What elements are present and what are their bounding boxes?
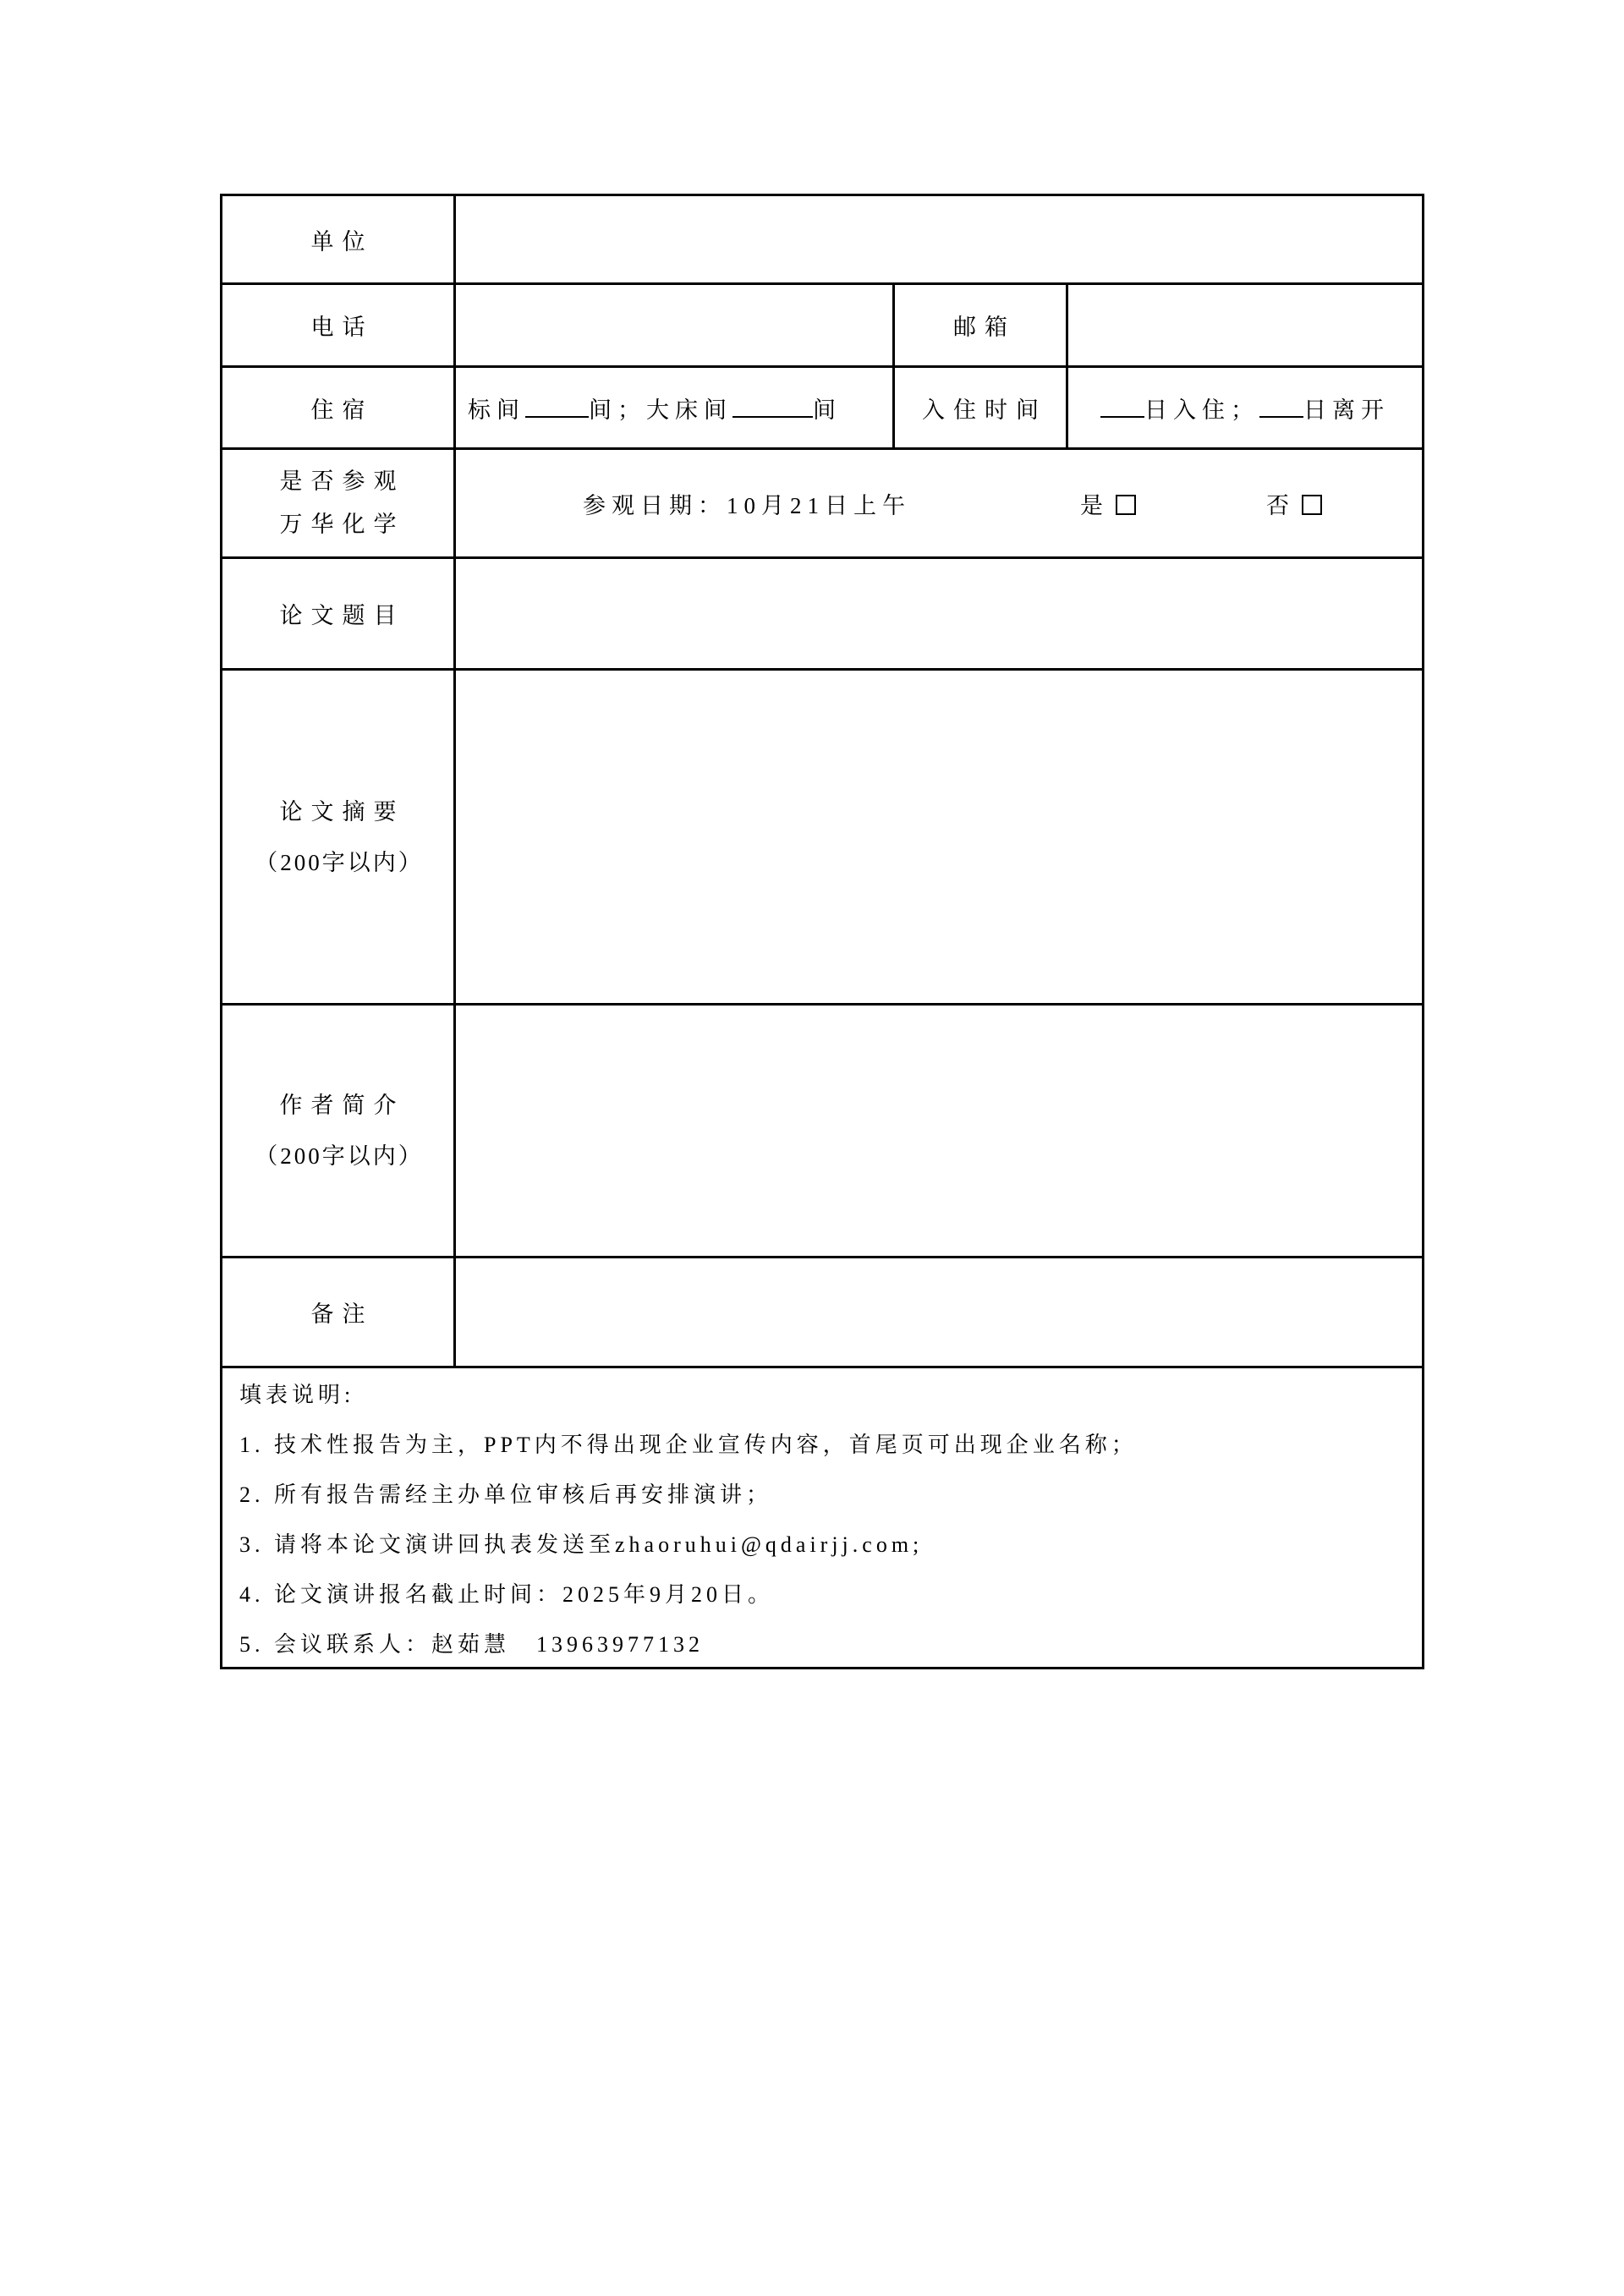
checkin-label: 入住时间 (922, 397, 1047, 423)
visit-value-cell (453, 447, 1422, 556)
phone-label: 电话 (310, 315, 374, 340)
abstract-label-line2: （200字以内） (255, 849, 424, 875)
reply-form-table (220, 194, 1424, 1669)
notes-cell (222, 1366, 1422, 1667)
phone-label-cell (222, 282, 453, 365)
abstract-label-cell (222, 668, 453, 1003)
abstract-value-cell[interactable] (453, 668, 1422, 1003)
visit-label-line2: 万华化学 (279, 512, 405, 537)
visit-options (583, 487, 1322, 520)
lodging-label: 住宿 (310, 397, 374, 423)
paper-title-label-cell (222, 556, 453, 668)
lodging-value-cell[interactable] (453, 365, 892, 447)
email-label-cell (892, 282, 1066, 365)
visit-label-line1: 是否参观 (279, 469, 405, 494)
checkin-text: 日入住； (1144, 397, 1259, 423)
lodging-label-cell (222, 365, 453, 447)
paper-title-value-cell[interactable] (453, 556, 1422, 668)
yes-checkbox[interactable] (1116, 495, 1136, 515)
remarks-label-cell (222, 1256, 453, 1366)
unit-label: 单位 (310, 228, 374, 255)
email-value-cell[interactable] (1066, 282, 1422, 365)
note-item-2: 2. 所有报告需经主办单位审核后再安排演讲； (239, 1482, 773, 1507)
unit-label-cell (222, 196, 453, 282)
checkin-value (1100, 392, 1390, 425)
author-bio-label-line1: 作者简介 (279, 1093, 405, 1118)
phone-value-cell[interactable] (453, 282, 892, 365)
author-bio-label-line2: （200字以内） (255, 1143, 424, 1169)
no-label: 否 (1266, 492, 1295, 518)
std-room-blank[interactable] (525, 392, 589, 417)
suffix-text: 间 (813, 397, 842, 423)
visit-label-cell (222, 447, 453, 556)
big-bed-blank[interactable] (732, 392, 813, 417)
remarks-label: 备注 (310, 1301, 374, 1327)
checkout-text: 日离开 (1303, 397, 1390, 423)
checkout-day-blank[interactable] (1259, 392, 1303, 417)
no-checkbox[interactable] (1302, 495, 1322, 515)
note-item-5: 5. 会议联系人：赵茹慧 13963977132 (239, 1632, 705, 1657)
checkin-label-cell (892, 365, 1066, 447)
note-item-1: 1. 技术性报告为主，PPT内不得出现企业宣传内容，首尾页可出现企业名称； (239, 1433, 1138, 1457)
between-text: 间；大床间 (589, 397, 732, 423)
std-room-text: 标间 (468, 397, 525, 423)
author-bio-label-cell (222, 1003, 453, 1256)
remarks-value-cell[interactable] (453, 1256, 1422, 1366)
checkin-day-blank[interactable] (1100, 392, 1144, 417)
author-bio-value-cell[interactable] (453, 1003, 1422, 1256)
checkin-value-cell[interactable] (1066, 365, 1422, 447)
note-item-3: 3. 请将本论文演讲回执表发送至zhaoruhui@qdairjj.com; (239, 1532, 924, 1557)
abstract-label-line1: 论文摘要 (279, 798, 405, 825)
yes-label: 是 (1080, 492, 1109, 518)
lodging-value (468, 392, 842, 425)
email-label: 邮箱 (953, 315, 1016, 340)
visit-date-text: 参观日期：10月21日上午 (583, 492, 911, 518)
paper-title-label: 论文题目 (279, 603, 405, 628)
unit-value-cell[interactable] (453, 196, 1422, 282)
note-item-4: 4. 论文演讲报名截止时间：2025年9月20日。 (239, 1582, 775, 1607)
notes-title: 填表说明: (239, 1383, 355, 1407)
